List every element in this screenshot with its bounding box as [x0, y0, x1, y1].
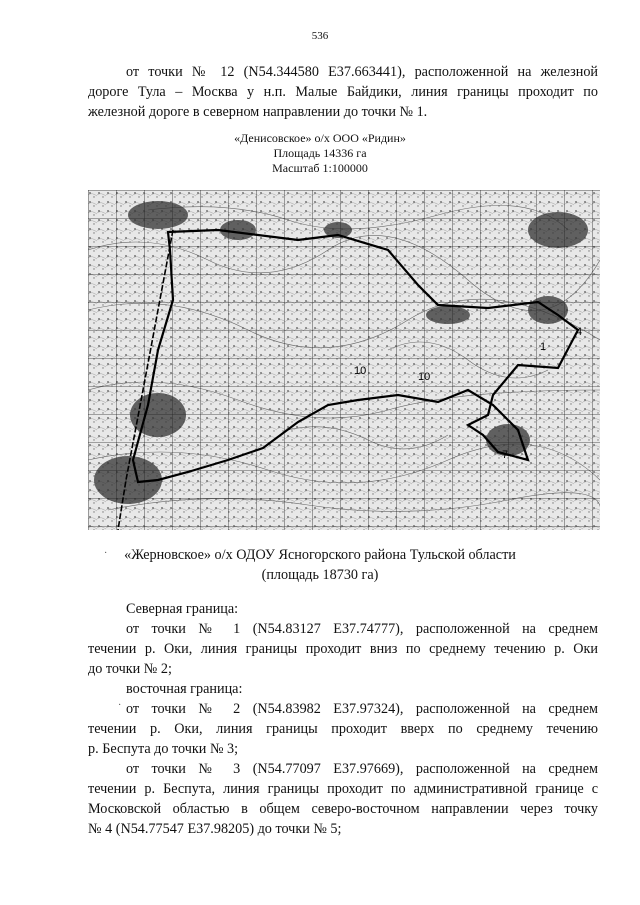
- intro-line-2: дороге Тула – Москва у н.п. Малые Байдики, линия границы проходит по: [88, 84, 598, 100]
- intro-line-3: железной дороге в северном направлении до точки № 1.: [88, 104, 428, 120]
- point-label-10b: 10: [418, 371, 431, 383]
- intro-line-1: [88, 62, 598, 82]
- body-line-9: от точки № 3 (N54.77097 E37.97669), расположенной на среднем: [126, 761, 598, 777]
- body-line-10: течении р. Беспута, линия границы проходит по административной границе с: [88, 781, 598, 797]
- map-caption-scale: Масштаб 1:100000: [272, 161, 368, 175]
- intro-text-1: от точки № 12 (N54.344580 E37.663441), расположенной на железной: [126, 64, 598, 80]
- body-line-2: от точки № 1 (N54.83127 E37.74777), расположенной на среднем: [126, 621, 598, 637]
- body-line-4: до точки № 2;: [88, 661, 172, 677]
- page-number: 536: [311, 30, 329, 42]
- point-label-10a: 10: [354, 365, 367, 377]
- section-area: (площадь 18730 га): [261, 567, 379, 583]
- stray-dot-body: ·: [118, 700, 122, 711]
- map-caption-title: «Денисовское» о/х ООО «Ридин»: [234, 131, 406, 145]
- body-line-8: р. Беспута до точки № 3;: [88, 741, 239, 757]
- eastern-boundary-heading: восточная граница:: [126, 681, 243, 697]
- map-caption-area: Площадь 14336 га: [273, 146, 367, 160]
- body-line-12: № 4 (N54.77547 E37.98205) до точки № 5;: [88, 821, 342, 837]
- topographic-map: [88, 190, 600, 530]
- point-label-1: 1: [540, 341, 547, 353]
- body-line-11: Московской областью в общем северо-восточном направлении через точку: [88, 801, 598, 817]
- body-line-3: течении р. Оки, линия границы проходит вниз по среднему течению р. Оки: [88, 641, 598, 657]
- point-label-4: 4: [576, 326, 583, 338]
- stray-dot-left: ·: [104, 548, 108, 559]
- map-drawing: [88, 190, 600, 530]
- section-title: «Жерновское» о/х ОДОУ Ясногорского района Тульской области: [124, 547, 516, 563]
- body-line-6: от точки № 2 (N54.83982 E37.97324), расположенной на среднем: [126, 701, 598, 717]
- point-label-7: 7: [502, 449, 509, 461]
- northern-boundary-heading: Северная граница:: [126, 601, 239, 617]
- body-line-7: течении р. Оки, линия границы проходит вверх по среднему течению: [88, 721, 598, 737]
